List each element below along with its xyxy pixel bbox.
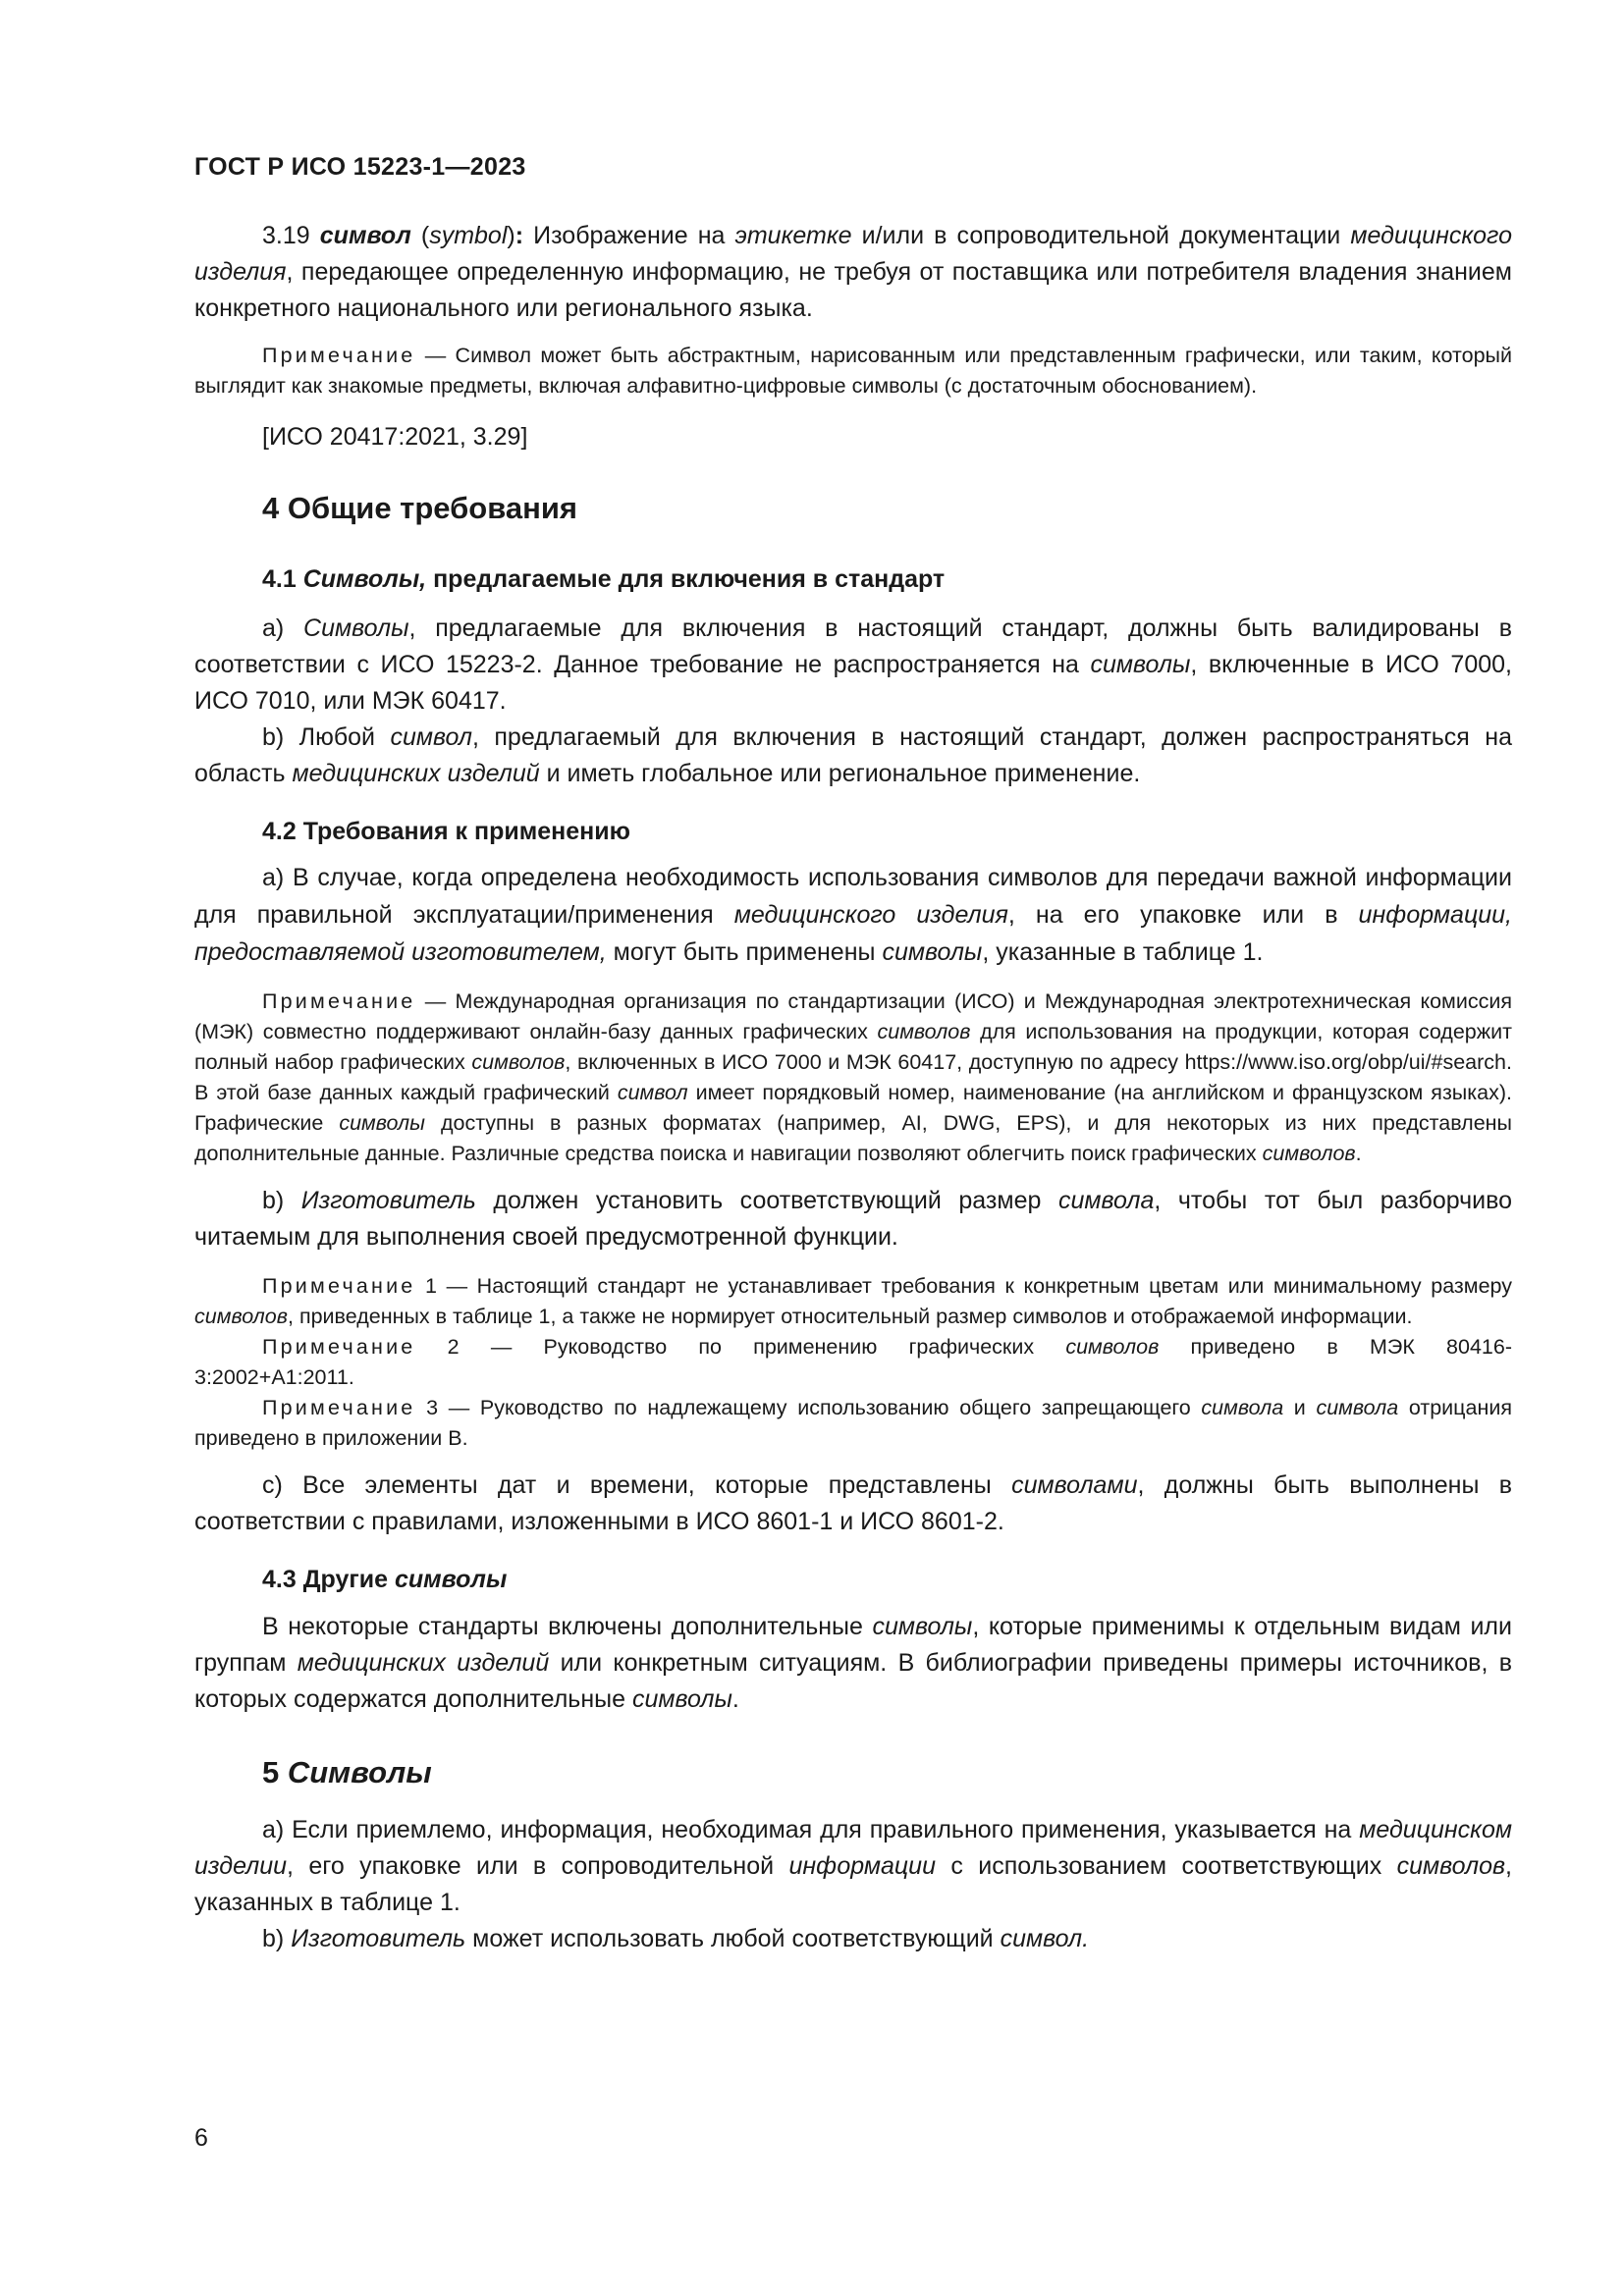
item-5-b: b) Изготовитель может использовать любой соответствующий символ. xyxy=(262,1925,1090,1952)
page-number: 6 xyxy=(194,2124,208,2152)
note-3-4-2-b: Примечание 3 — Руководство по надлежащему использованию общего запрещающего символа и символа отрицания приведено в приложении В. xyxy=(194,1396,1512,1450)
note-4-2-a: Примечание — Международная организация по стандартизации (ИСО) и Международная электротехническая комиссия (МЭК) совместно поддерживают онлайн-базу данных графических символов для использования на продукции, которая содержит полный набор графических символов, включенных в ИСО 7000 и МЭК 60417, доступную по адресу https://www.iso.org/obp/ui/#search. В этой базе данных каждый графический символ имеет порядковый номер, наименование (на английском и французском языках). Графические символы доступны в разных форматах (например, AI, DWG, EPS), и для некоторых из них представлены дополнительные данные. Различные средства поиска и навигации позволяют облегчить поиск графических символов. xyxy=(194,989,1512,1165)
subsection-4-3-heading: 4.3 Другие символы xyxy=(262,1566,508,1593)
note-label: Примечание xyxy=(262,1396,416,1419)
page-content xyxy=(194,218,1512,1957)
note-label: Примечание xyxy=(262,1274,416,1298)
note-label: Примечание xyxy=(262,989,416,1013)
note-label: Примечание xyxy=(262,1335,416,1359)
clause-number: 3.19 xyxy=(262,222,310,249)
definition-3-19: 3.19 символ (symbol): Изображение на этикетке и/или в сопроводительной документации медицинского изделия, передающее определенную информацию, не требуя от поставщика или потребителя владения знанием конкретного национального или регионального языка. xyxy=(194,222,1512,322)
document-code-header: ГОСТ Р ИСО 15223-1—2023 xyxy=(194,153,526,181)
note-label: Примечание xyxy=(262,344,416,367)
note-3-19: Примечание — Символ может быть абстрактным, нарисованным или представленным графически, или таким, который выглядит как знакомые предметы, включая алфавитно-цифровые символы (с достаточным обоснованием). xyxy=(194,344,1512,398)
term-english: symbol xyxy=(429,222,508,249)
item-5-a: а) Если приемлемо, информация, необходимая для правильного применения, указывается на медицинском изделии, его упаковке или в сопроводительной информации с использованием соответствующих символов, указанных в таблице 1. xyxy=(194,1816,1512,1916)
section-4-heading: 4 Общие требования xyxy=(262,491,577,525)
subsection-4-1-heading: 4.1 Символы, предлагаемые для включения в стандарт xyxy=(262,565,946,593)
item-4-2-b: b) Изготовитель должен установить соответствующий размер символа, чтобы тот был разборчиво читаемым для выполнения своей предусмотренной функции. xyxy=(194,1187,1512,1251)
term: символ xyxy=(319,222,411,249)
source-reference: [ИСО 20417:2021, 3.29] xyxy=(262,423,528,451)
item-4-2-a: а) В случае, когда определена необходимость использования символов для передачи важной информации для правильной эксплуатации/применения медицинского изделия, на его упаковке или в информации, предоставляемой изготовителем, могут быть применены символы, указанные в таблице 1. xyxy=(194,864,1512,966)
note-1-4-2-b: Примечание 1 — Настоящий стандарт не устанавливает требования к конкретным цветам или минимальному размеру символов, приведенных в таблице 1, а также не нормирует относительный размер символов и отображаемой информации. xyxy=(194,1274,1512,1328)
note-2-4-2-b: Примечание 2 — Руководство по применению графических символов приведено в МЭК 80416-3:2002+A1:2011. xyxy=(194,1335,1512,1389)
item-4-1-b: b) Любой символ, предлагаемый для включения в настоящий стандарт, должен распространяться на область медицинских изделий и иметь глобальное или региональное применение. xyxy=(194,723,1512,787)
paragraph-4-3: В некоторые стандарты включены дополнительные символы, которые применимы к отдельным видам или группам медицинских изделий или конкретным ситуациям. В библиографии приведены примеры источников, в которых содержатся дополнительные символы. xyxy=(194,1613,1513,1713)
item-4-1-a: а) Символы, предлагаемые для включения в настоящий стандарт, должны быть валидированы в соответствии с ИСО 15223-2. Данное требование не распространяется на символы, включенные в ИСО 7000, ИСО 7010, или МЭК 60417. xyxy=(194,614,1512,715)
item-4-2-c: c) Все элементы дат и времени, которые представлены символами, должны быть выполнены в соответствии с правилами, изложенными в ИСО 8601-1 и ИСО 8601-2. xyxy=(194,1471,1513,1535)
subsection-4-2-heading: 4.2 Требования к применению xyxy=(262,818,630,845)
section-5-heading: 5 Символы xyxy=(262,1755,432,1789)
